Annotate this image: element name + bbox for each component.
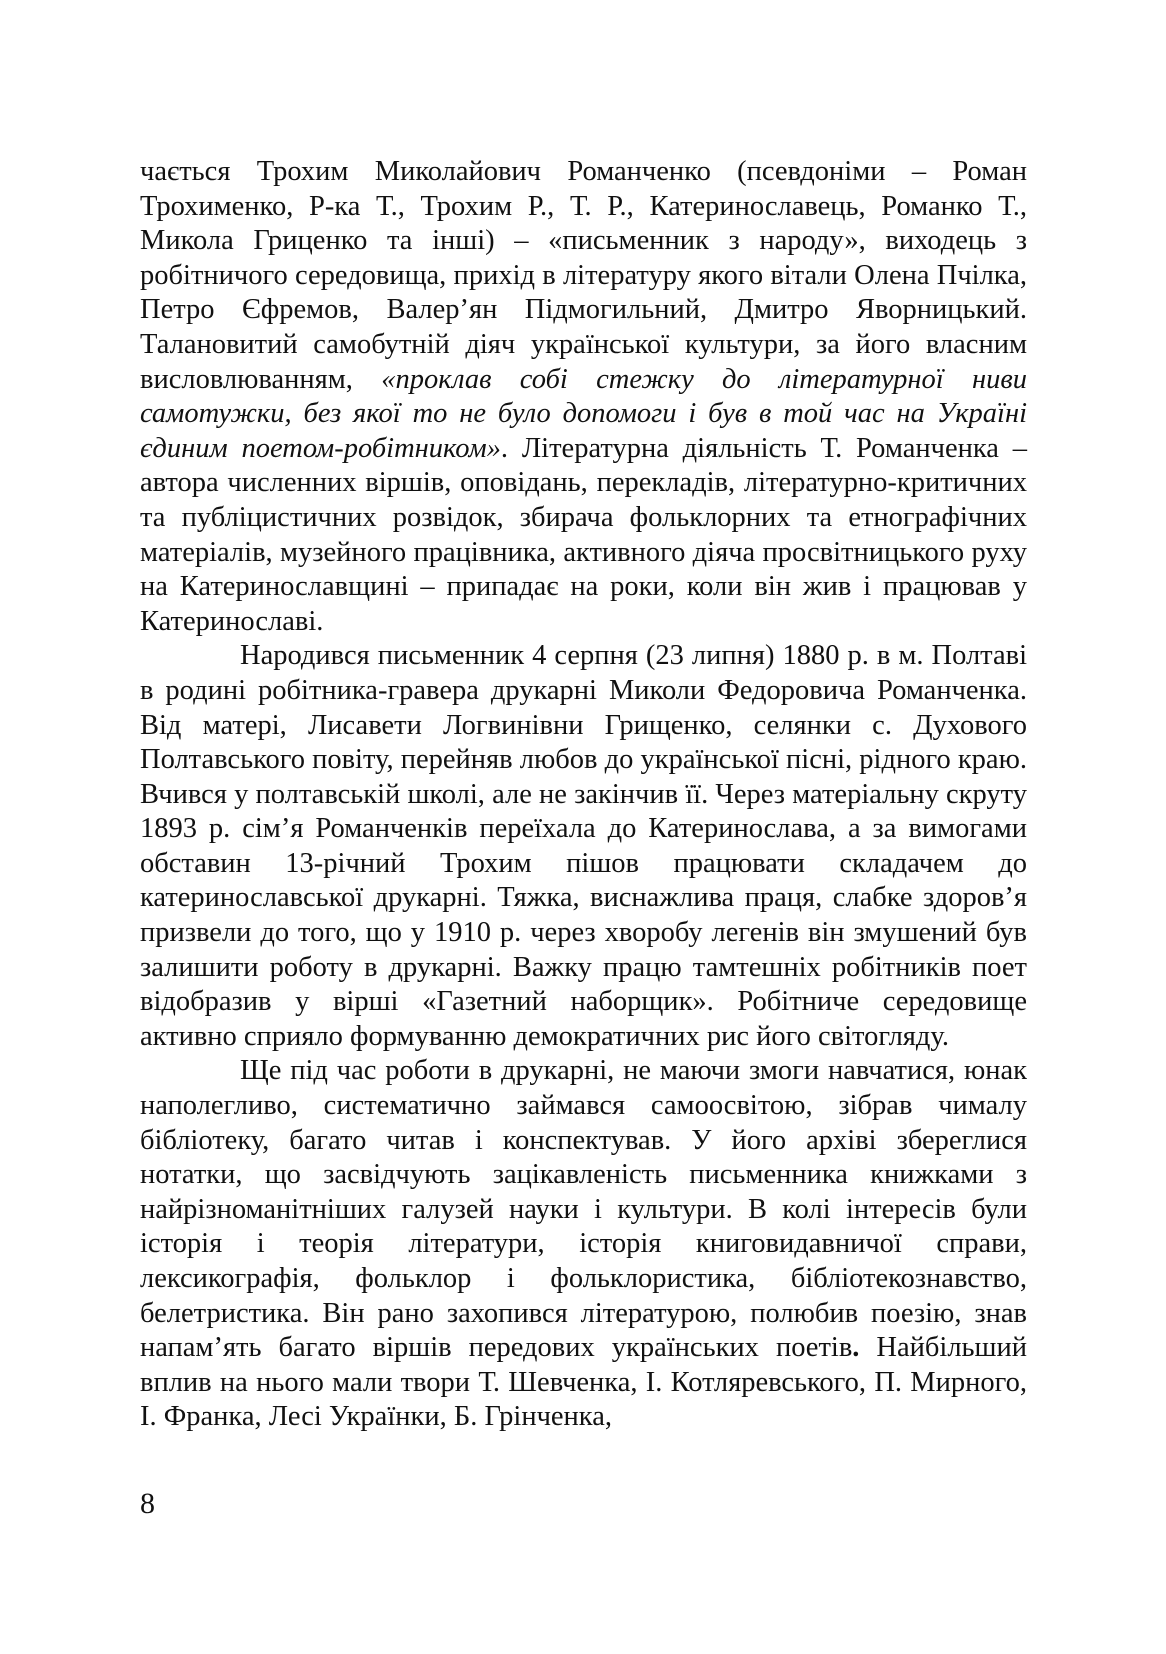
paragraph-1-text: чається Трохим Миколайович Романченко (псевдоніми – Роман Трохименко, Р-ка Т., Трохим Р., Т. Р., Катеринославець, Романко Т., Микола Гриценко та інші) – «письменник з народу», виходець з робітничого середовища, прихід в літературу якого вітали Олена Пчілка, Петро Єфремов, Валер’ян Підмогильний, Дмитро Яворницький. Талановитий самобутній діяч української культури, за його власним висловлюванням, [140, 156, 1027, 395]
paragraph-3-text: Ще під час роботи в друкарні, не маючи змоги навчатися, юнак наполегливо, систематично займався самоосвітою, зібрав чималу бібліотеку, багато читав і конспектував. У його архіві збереглися нотатки, що засвідчують зацікавленість письменника книжками з найрізноманітніших галузей науки і культури. В колі інтересів були історія і теорія літератури, історія книговидавничої справи, лексикографія, фольклор і фольклористика, бібліотекознавство, белетристика. Він рано захопився літературою, полюбив поезію, знав напам’ять багато віршів передових українських поетів [140, 1055, 1027, 1364]
paragraph-2 [140, 639, 1027, 1054]
body-text [140, 155, 1027, 1435]
paragraph-3-text-continued: Найбільший вплив на нього мали твори Т. Шевченка, І. Котляревського, П. Мирного, І. Франка, Лесі Українки, Б. Грінченка, [140, 1332, 1027, 1433]
bold-period: . [852, 1332, 860, 1364]
author-quote: «проклав собі стежку до літературної ниви самотужки, без якої то не було допомоги і був в той час на Україні єдиним поетом-робітником» [140, 363, 1028, 464]
page-number: 8 [140, 1487, 155, 1520]
paragraph-2-text: Народився письменник 4 серпня (23 липня) 1880 р. в м. Полтаві в родині робітника-гравера друкарні Миколи Федоровича Романченка. Від матері, Лисавети Логвинівни Грищенко, селянки с. Духового Полтавського повіту, перейняв любов до української пісні, рідного краю. Вчився у полтавській школі, але не закінчив її. Через матеріальну скруту 1893 р. сім’я Романченків переїхала до Катеринослава, а за вимогами обставин 13-річний Трохим пішов працювати складачем до катеринославської друкарні. Тяжка, виснажлива праця, слабке здоров’я призвели до того, що у 1910 р. через хворобу легенів він змушений був залишити роботу в друкарні. Важку працю тамтешніх робітників поет відобразив у вірші «Газетний наборщик». Робітниче середовище активно сприяло формуванню демократичних рис його світогляду. [140, 640, 1027, 1052]
paragraph-1-text-continued: . Літературна діяльність Т. Романченка – автора численних віршів, оповідань, перекладів, літературно-критичних та публіцистичних розвідок, збирача фольклорних та етнографічних матеріалів, музейного працівника, активного діяча просвітницького руху на Катеринославщині – припадає на роки, коли він жив і працював у Катеринославі. [140, 432, 1027, 637]
paragraph-1 [140, 155, 1027, 639]
paragraph-3 [140, 1054, 1027, 1435]
